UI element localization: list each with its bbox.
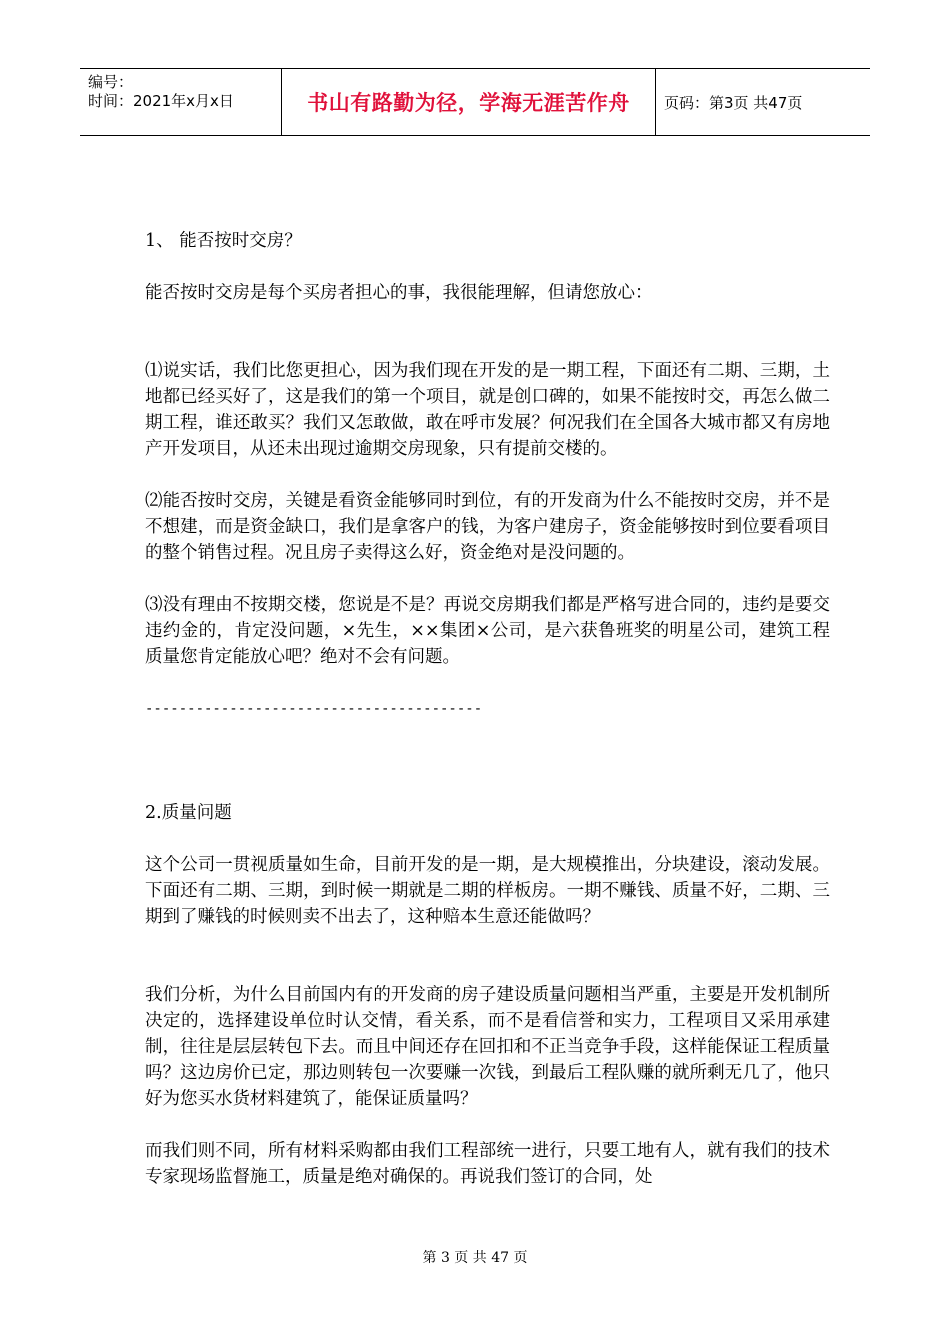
header-motto: 书山有路勤为径，学海无涯苦作舟 — [282, 69, 656, 135]
section-2-paragraph-2: 我们分析，为什么目前国内有的开发商的房子建设质量问题相当严重，主要是开发机制所决定的，选择建设单位时认交情，看关系，而不是看信誉和实力，工程项目又采用承建制，往往是层层转包下去。而且中间还存在回扣和不正当竞争手段，这样能保证工程质量吗？这边房价已定，那边则转包一次要赚一次钱，到最后工程队赚的就所剩无几了，他只好为您买水货材料建筑了，能保证质量吗？ — [145, 985, 830, 1109]
section-1-paragraph-3: ⑶没有理由不按期交楼，您说是不是？再说交房期我们都是严格写进合同的，违约是要交违约金的，肯定没问题，×先生，××集团×公司，是六获鲁班奖的明星公司，建筑工程质量您肯定能放心吧？绝对不会有问题。 — [145, 595, 830, 667]
section-1-paragraph-1: ⑴说实话，我们比您更担心，因为我们现在开发的是一期工程，下面还有二期、三期，土地都已经买好了，这是我们的第一个项目，就是创口碑的，如果不能按时交，再怎么做二期工程，谁还敢买？我们又怎敢做，敢在呼市发展？何况我们在全国各大城市都又有房地产开发项目，从还未出现过逾期交房现象，只有提前交楼的。 — [145, 361, 830, 459]
section-2-paragraph-1: 这个公司一贯视质量如生命，目前开发的是一期，是大规模推出，分块建设，滚动发展。下面还有二期、三期，到时候一期就是二期的样板房。一期不赚钱、质量不好，二期、三期到了赚钱的时候则卖不出去了，这种赔本生意还能做吗？ — [145, 855, 830, 927]
section-separator: ---------------------------------------- — [145, 701, 483, 717]
section-1-title: 1、 能否按时交房？ — [145, 231, 302, 251]
date-label: 时间：2021年x月x日 — [88, 92, 234, 110]
number-label: 编号： — [88, 73, 134, 91]
page-footer: 第 3 页 共 47 页 — [422, 1250, 528, 1266]
header-meta — [80, 69, 282, 135]
section-1-paragraph-2: ⑵能否按时交房，关键是看资金能够同时到位，有的开发商为什么不能按时交房，并不是不想建，而是资金缺口，我们是拿客户的钱，为客户建房子，资金能够按时到位要看项目的整个销售过程。况且房子卖得这么好，资金绝对是没问题的。 — [145, 491, 830, 563]
section-1-intro: 能否按时交房是每个买房者担心的事，我很能理解，但请您放心： — [145, 283, 653, 303]
document-body — [145, 228, 830, 1190]
section-2-paragraph-3: 而我们则不同，所有材料采购都由我们工程部统一进行，只要工地有人，就有我们的技术专家现场监督施工，质量是绝对确保的。再说我们签订的合同，处 — [145, 1141, 830, 1187]
header-page-info: 页码：第3页 共47页 — [664, 93, 803, 112]
document-header — [80, 68, 870, 136]
section-2-title: 2.质量问题 — [145, 803, 232, 823]
